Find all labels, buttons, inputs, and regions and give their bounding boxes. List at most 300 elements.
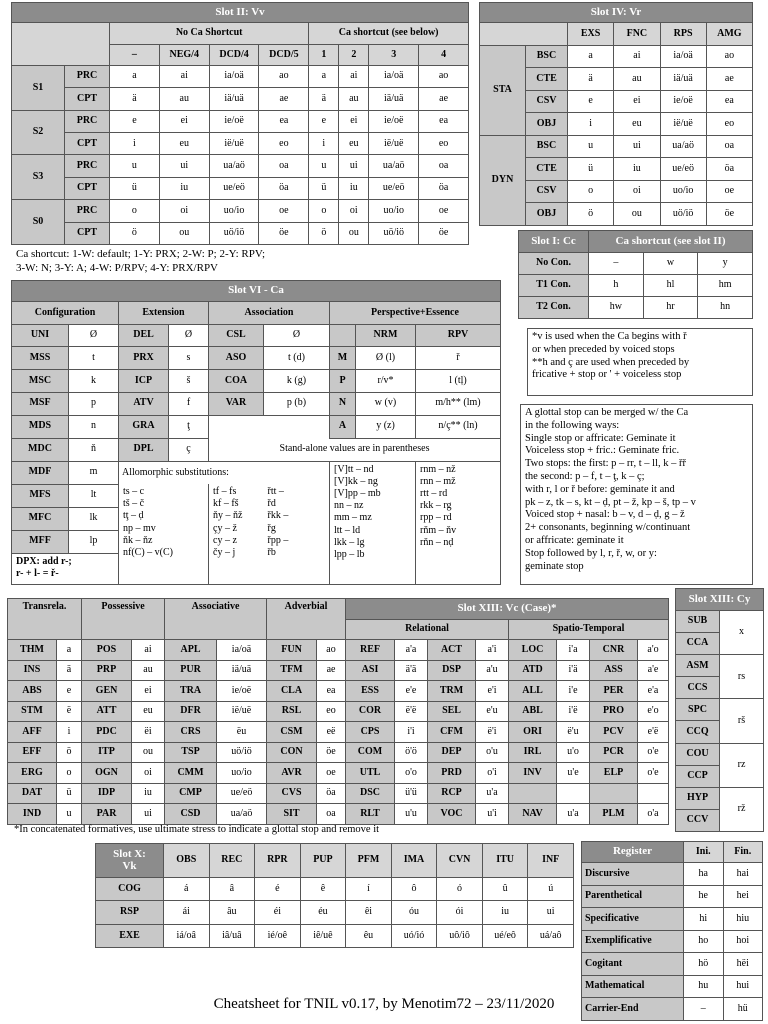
relational-header: Relational xyxy=(346,620,509,640)
cell: CCA xyxy=(676,633,720,655)
cell: a'e xyxy=(638,660,669,681)
cell: i'i xyxy=(395,722,428,743)
cell: IMA xyxy=(391,844,437,878)
cell: INF xyxy=(528,844,574,878)
cell: ho xyxy=(684,930,724,953)
cell: ai xyxy=(159,66,209,88)
cell: RPR xyxy=(255,844,301,878)
cell: e'a xyxy=(638,681,669,702)
cell: ia/oä xyxy=(217,640,267,661)
cell: u'u xyxy=(395,804,428,825)
cell: u xyxy=(309,155,339,177)
cell: ú xyxy=(528,877,574,900)
cell: COG xyxy=(96,877,164,900)
cell: é xyxy=(255,877,301,900)
cell: o xyxy=(309,200,339,222)
cell: POS xyxy=(82,640,132,661)
cell: SIT xyxy=(267,804,317,825)
cell: ä xyxy=(568,68,614,91)
cell: – xyxy=(684,998,724,1021)
cell: PAR xyxy=(82,804,132,825)
cell: CON xyxy=(267,742,317,763)
cell: ai xyxy=(339,66,369,88)
cell: i'ë xyxy=(557,701,590,722)
cell: DFR xyxy=(165,701,217,722)
cell: DYN xyxy=(480,135,526,225)
cell: iä/uä xyxy=(369,88,419,110)
cell: oi xyxy=(614,180,660,203)
cell: ou xyxy=(132,742,165,763)
cell: u xyxy=(568,135,614,158)
cell: RPS xyxy=(660,23,706,46)
cell: Mathematical xyxy=(582,975,684,998)
cell: PRC xyxy=(65,200,110,222)
cell: S3 xyxy=(12,155,65,200)
cell: PRD xyxy=(428,763,476,784)
cell: ABS xyxy=(8,681,57,702)
cell: ei xyxy=(339,110,369,132)
allomorph-col-5: rnm – nž rnn – mž rtt – rd rkk – rg rpp – rd rňm – ňv rňn – nḍ xyxy=(416,461,501,584)
cell: ACT xyxy=(428,640,476,661)
cell: ie/oë xyxy=(369,110,419,132)
cell: IRL xyxy=(509,742,557,763)
cell: THM xyxy=(8,640,57,661)
cell: DSC xyxy=(346,783,395,804)
rpv-header: RPV xyxy=(416,324,501,346)
cell: ui xyxy=(528,901,574,924)
cell: ELP xyxy=(590,763,638,784)
cell: uo/io xyxy=(369,200,419,222)
cell: SEL xyxy=(428,701,476,722)
cell: VOC xyxy=(428,804,476,825)
cell: ASS xyxy=(590,660,638,681)
cell: o xyxy=(110,200,160,222)
allomorph-col-4: [V]tt – nd [V]kk – ng [V]pp – mb nn – nz mm – mz ltt – ld lkk – lg lpp – lb xyxy=(330,461,416,584)
cell: CCQ xyxy=(676,721,720,743)
cell: uo/io xyxy=(209,200,259,222)
cell: eo xyxy=(259,133,309,155)
cell: ai xyxy=(132,640,165,661)
cell: RCP xyxy=(428,783,476,804)
cell: oa xyxy=(317,804,346,825)
cell xyxy=(590,783,638,804)
cell: CCS xyxy=(676,677,720,699)
cell: NAV xyxy=(509,804,557,825)
cell: hö xyxy=(684,953,724,976)
cell: ië/uë xyxy=(660,113,706,136)
cell: CFM xyxy=(428,722,476,743)
cell: T1 Con. xyxy=(519,275,589,297)
adverbial-header: Adverbial xyxy=(267,599,346,640)
cell: PRO xyxy=(590,701,638,722)
cell: ai xyxy=(614,45,660,68)
allomorph-col-2: tf – fs kf – fš ňy – ňž çy – ž cy – z čy – j xyxy=(209,484,264,584)
perspective-header: Perspective+Essence xyxy=(330,301,501,324)
cell: hü xyxy=(723,998,763,1021)
cell: óu xyxy=(391,901,437,924)
cell: TFM xyxy=(267,660,317,681)
ca-note-box: *v is used when the Ca begins with ř or when preceded by voiced stops **h and ç are used when preceded by fricative + stop or ' + voiceless stop xyxy=(527,328,753,396)
cell: ALL xyxy=(509,681,557,702)
cell: CSV xyxy=(526,180,568,203)
cell: eu xyxy=(132,701,165,722)
cell: hn xyxy=(698,297,753,319)
cell: PER xyxy=(590,681,638,702)
cell: ä xyxy=(110,88,160,110)
cell: ASM xyxy=(676,655,720,677)
slot2-ca-header: Ca shortcut (see below) xyxy=(309,23,469,44)
cell: e xyxy=(110,110,160,132)
cell: AVR xyxy=(267,763,317,784)
cell: o'i xyxy=(476,763,509,784)
cell: Cogitant xyxy=(582,953,684,976)
cell: éu xyxy=(300,901,346,924)
cell: o'o xyxy=(395,763,428,784)
cell: CSD xyxy=(165,804,217,825)
cell: a xyxy=(57,640,82,661)
cell: a xyxy=(568,45,614,68)
cell: ao xyxy=(259,66,309,88)
cell: STA xyxy=(480,45,526,135)
cell: ei xyxy=(614,90,660,113)
cell: ë'i xyxy=(476,722,509,743)
slot2-note-1: Ca shortcut: 1-W: default; 1-Y: PRX; 2-W: P; 2-Y: RPV; xyxy=(16,248,266,260)
cell: u'i xyxy=(476,804,509,825)
cell: ua/aö xyxy=(369,155,419,177)
vk-table xyxy=(95,843,574,948)
cell: uá/aô xyxy=(528,924,574,947)
cell: e xyxy=(568,90,614,113)
cy-table xyxy=(675,588,764,832)
cell: uö/iö xyxy=(660,203,706,226)
cell: o xyxy=(57,763,82,784)
cell: e'u xyxy=(476,701,509,722)
cell: ue/eö xyxy=(660,158,706,181)
cell: TRA xyxy=(165,681,217,702)
cell: PUP xyxy=(300,844,346,878)
cell: rž xyxy=(720,787,764,831)
cell: i xyxy=(110,133,160,155)
cell: he xyxy=(684,885,724,908)
cell: REC xyxy=(209,844,255,878)
cell: oa xyxy=(259,155,309,177)
cell: S1 xyxy=(12,66,65,111)
cell: RSP xyxy=(96,901,164,924)
cell: ui xyxy=(614,135,660,158)
cell: SUB xyxy=(676,611,720,633)
cell: öe xyxy=(317,742,346,763)
cell: ä xyxy=(57,660,82,681)
cell: oi xyxy=(132,763,165,784)
cell: ói xyxy=(437,901,483,924)
cell: iä/uä xyxy=(217,660,267,681)
cell: u'a xyxy=(557,804,590,825)
standalone-note: Stand-alone values are in parentheses xyxy=(209,438,501,461)
cell: CSV xyxy=(526,90,568,113)
cell: ö xyxy=(309,222,339,244)
cell: eu xyxy=(159,133,209,155)
cell: ITP xyxy=(82,742,132,763)
cell: DSP xyxy=(428,660,476,681)
slot2-table xyxy=(11,2,469,245)
cell: ái xyxy=(164,901,210,924)
cell: hoi xyxy=(723,930,763,953)
cell: éi xyxy=(255,901,301,924)
register-ini: Ini. xyxy=(684,842,724,863)
allomorph-col-1: ts – c tš – č tţ – ḍ np – mv ňk – ňz nf(C) – v(C) xyxy=(119,484,209,584)
cell: ae xyxy=(259,88,309,110)
cell: PRC xyxy=(65,66,110,88)
cell: ASI xyxy=(346,660,395,681)
cell: CTE xyxy=(526,68,568,91)
cell: u xyxy=(110,155,160,177)
cell: oi xyxy=(339,200,369,222)
cell xyxy=(509,783,557,804)
cell: eo xyxy=(706,113,752,136)
cell: ü xyxy=(110,177,160,199)
cell: o'u xyxy=(476,742,509,763)
cell: DAT xyxy=(8,783,57,804)
cell: IND xyxy=(8,804,57,825)
cell: e'ë xyxy=(638,722,669,743)
cell: oi xyxy=(159,200,209,222)
cell: PRP xyxy=(82,660,132,681)
cell: CTE xyxy=(526,158,568,181)
cell: a'i xyxy=(476,640,509,661)
cell: rš xyxy=(720,699,764,743)
cell: e'e xyxy=(395,681,428,702)
cell: GEN xyxy=(82,681,132,702)
cell: DCD/4 xyxy=(209,44,259,65)
cell: Carrier-End xyxy=(582,998,684,1021)
cell: CMP xyxy=(165,783,217,804)
case-table xyxy=(7,598,669,822)
cell: hai xyxy=(723,863,763,886)
cell: ä xyxy=(309,88,339,110)
cell: x xyxy=(720,611,764,655)
cell: êu xyxy=(346,924,392,947)
cell: öa xyxy=(419,177,469,199)
cell: EXE xyxy=(96,924,164,947)
cell: e xyxy=(309,110,339,132)
cell: uö/iö xyxy=(209,222,259,244)
cell: ea xyxy=(317,681,346,702)
cell: hr xyxy=(643,297,698,319)
cell: a'a xyxy=(395,640,428,661)
cell: ui xyxy=(339,155,369,177)
cell: eu xyxy=(614,113,660,136)
slot6-table: Slot VI - Ca Configuration Extension Association Perspective+Essence UNI Ø DEL Ø CSL Ø NRM RPV MSS t PRX s ASO t (d) M Ø (l) ř MSC k ICP š COA k (g) P r/v* l (tļ) MSF p ATV f VAR p (b) N w (v) m/h** (lm) MDS n GRA ţ A y (z) n/ç** (ln) MDC ň DPL ç Stand-alone values are in parentheses MDF m Allomorphic substitutions: [V]tt – nd [V]kk – ng [V]pp – mb nn – nz mm – mz ltt – ld lkk – lg lpp – lb rnm – nž rnn – mž rtt – rd rkk – rg rpp – rd rňm – ňv rňn – nḍ MFS lt ts – c tš – č tţ – ḍ np – mv ňk – ňz nf(C) – v(C) tf – fs kf – fš ňy – ňž çy – ž cy – z čy – j řtt – řd řkk – řg řpp – řb MFC lk MFF lp DPX: add r-; r- + l- = ř- xyxy=(11,280,501,585)
cell: u'a xyxy=(476,783,509,804)
cell: ë'ë xyxy=(395,701,428,722)
cell: ua/aö xyxy=(217,804,267,825)
cell: ié/oê xyxy=(255,924,301,947)
cell: au xyxy=(614,68,660,91)
cell: CPT xyxy=(65,88,110,110)
extension-header: Extension xyxy=(119,301,209,324)
cell: i xyxy=(57,722,82,743)
cell: TRM xyxy=(428,681,476,702)
cell: ei xyxy=(159,110,209,132)
cell: COM xyxy=(346,742,395,763)
transrelative-header: Transrela. xyxy=(8,599,82,640)
cell: i'ä xyxy=(557,660,590,681)
slot1-title: Slot I: Cc xyxy=(519,231,589,253)
cell: ië/uë xyxy=(217,701,267,722)
cell: uo/io xyxy=(660,180,706,203)
cell: ü xyxy=(568,158,614,181)
cell: rs xyxy=(720,655,764,699)
cell: ü xyxy=(57,783,82,804)
cell: ou xyxy=(159,222,209,244)
footer: Cheatsheet for TNIL v0.17, by Menotim72 – 23/11/2020 xyxy=(213,996,555,1012)
configuration-header: Configuration xyxy=(12,301,119,324)
cell: öe xyxy=(419,222,469,244)
cell: RLT xyxy=(346,804,395,825)
cell: ORI xyxy=(509,722,557,743)
cell: hi xyxy=(684,908,724,931)
cell: ao xyxy=(419,66,469,88)
cell: – xyxy=(589,253,644,275)
register-fin: Fin. xyxy=(723,842,763,863)
cell: uö/iö xyxy=(217,742,267,763)
cell: CSM xyxy=(267,722,317,743)
allomorphic-label: Allomorphic substitutions: xyxy=(119,461,330,484)
cell: PDC xyxy=(82,722,132,743)
cell: a xyxy=(110,66,160,88)
cell: PFM xyxy=(346,844,392,878)
cell: e'o xyxy=(638,701,669,722)
cell: uó/ió xyxy=(391,924,437,947)
case-title: Slot XIII: Vc (Case)* xyxy=(346,599,669,620)
cell: oa xyxy=(419,155,469,177)
cell: o'e xyxy=(638,742,669,763)
cell: iá/oâ xyxy=(164,924,210,947)
cell: TSP xyxy=(165,742,217,763)
slot1-subtitle: Ca shortcut (see slot II) xyxy=(589,231,753,253)
cell: ou xyxy=(339,222,369,244)
cell: o'e xyxy=(638,763,669,784)
possessive-header: Possessive xyxy=(82,599,165,640)
cell: AMG xyxy=(706,23,752,46)
cell: ië/uë xyxy=(209,133,259,155)
cell: i'a xyxy=(557,640,590,661)
cell: ie/oë xyxy=(217,681,267,702)
cell: au xyxy=(339,88,369,110)
cell: ae xyxy=(419,88,469,110)
cell: eo xyxy=(317,701,346,722)
cell: CMM xyxy=(165,763,217,784)
cell: CLA xyxy=(267,681,317,702)
cell: ö xyxy=(568,203,614,226)
cell: T2 Con. xyxy=(519,297,589,319)
slot4-table xyxy=(479,2,753,226)
cell: eo xyxy=(419,133,469,155)
cell: ao xyxy=(706,45,752,68)
cell: ue/eö xyxy=(369,177,419,199)
cell xyxy=(638,783,669,804)
cell: uo/io xyxy=(217,763,267,784)
cell: eu xyxy=(339,133,369,155)
cell: Parenthetical xyxy=(582,885,684,908)
cell: CNR xyxy=(590,640,638,661)
cell: í xyxy=(346,877,392,900)
cell: CPS xyxy=(346,722,395,743)
cell: ia/oä xyxy=(209,66,259,88)
cell: á xyxy=(164,877,210,900)
cell: iä/uä xyxy=(660,68,706,91)
cell: ATD xyxy=(509,660,557,681)
cell: â xyxy=(209,877,255,900)
cell: CPT xyxy=(65,133,110,155)
cell: HYP xyxy=(676,787,720,809)
cell: ië/uë xyxy=(369,133,419,155)
cell: ue/eö xyxy=(209,177,259,199)
cell: e'i xyxy=(476,681,509,702)
cell: u xyxy=(57,804,82,825)
cell: ae xyxy=(317,660,346,681)
cell: ITU xyxy=(482,844,528,878)
cell: ua/aö xyxy=(660,135,706,158)
cell: ó xyxy=(437,877,483,900)
cell: 3 xyxy=(369,44,419,65)
cell: ie/oë xyxy=(660,90,706,113)
cell: iä/uä xyxy=(209,88,259,110)
cell: S2 xyxy=(12,110,65,155)
cell: êi xyxy=(346,901,392,924)
cell: uö/iö xyxy=(369,222,419,244)
cell: a xyxy=(309,66,339,88)
cell: FNC xyxy=(614,23,660,46)
cell: ou xyxy=(614,203,660,226)
cell: ae xyxy=(706,68,752,91)
cell: INS xyxy=(8,660,57,681)
cell: PCV xyxy=(590,722,638,743)
cell: INV xyxy=(509,763,557,784)
cell: i'e xyxy=(557,681,590,702)
nrm-header: NRM xyxy=(356,324,416,346)
cell: CVN xyxy=(437,844,483,878)
cell: FUN xyxy=(267,640,317,661)
cell: ei xyxy=(132,681,165,702)
cell: 1 xyxy=(309,44,339,65)
cell: öa xyxy=(317,783,346,804)
cell: iu xyxy=(482,901,528,924)
cell: ERG xyxy=(8,763,57,784)
cell: ë'u xyxy=(557,722,590,743)
cell: PRC xyxy=(65,155,110,177)
cell: COU xyxy=(676,743,720,765)
slot6-title: Slot VI - Ca xyxy=(12,281,501,302)
cell: au xyxy=(132,660,165,681)
cell: IDP xyxy=(82,783,132,804)
cell: REF xyxy=(346,640,395,661)
slot1-table xyxy=(518,230,753,318)
cell: ea xyxy=(259,110,309,132)
cell: uô/iô xyxy=(437,924,483,947)
slot4-title: Slot IV: Vr xyxy=(480,3,753,23)
cell: ia/oä xyxy=(660,45,706,68)
cy-title: Slot XIII: Cy xyxy=(676,589,764,611)
cell: ea xyxy=(419,110,469,132)
cell: RSL xyxy=(267,701,317,722)
cell: a'o xyxy=(638,640,669,661)
cell: öa xyxy=(706,158,752,181)
cell: hui xyxy=(723,975,763,998)
cell: ué/eô xyxy=(482,924,528,947)
cell: ui xyxy=(132,804,165,825)
cell: ëi xyxy=(132,722,165,743)
